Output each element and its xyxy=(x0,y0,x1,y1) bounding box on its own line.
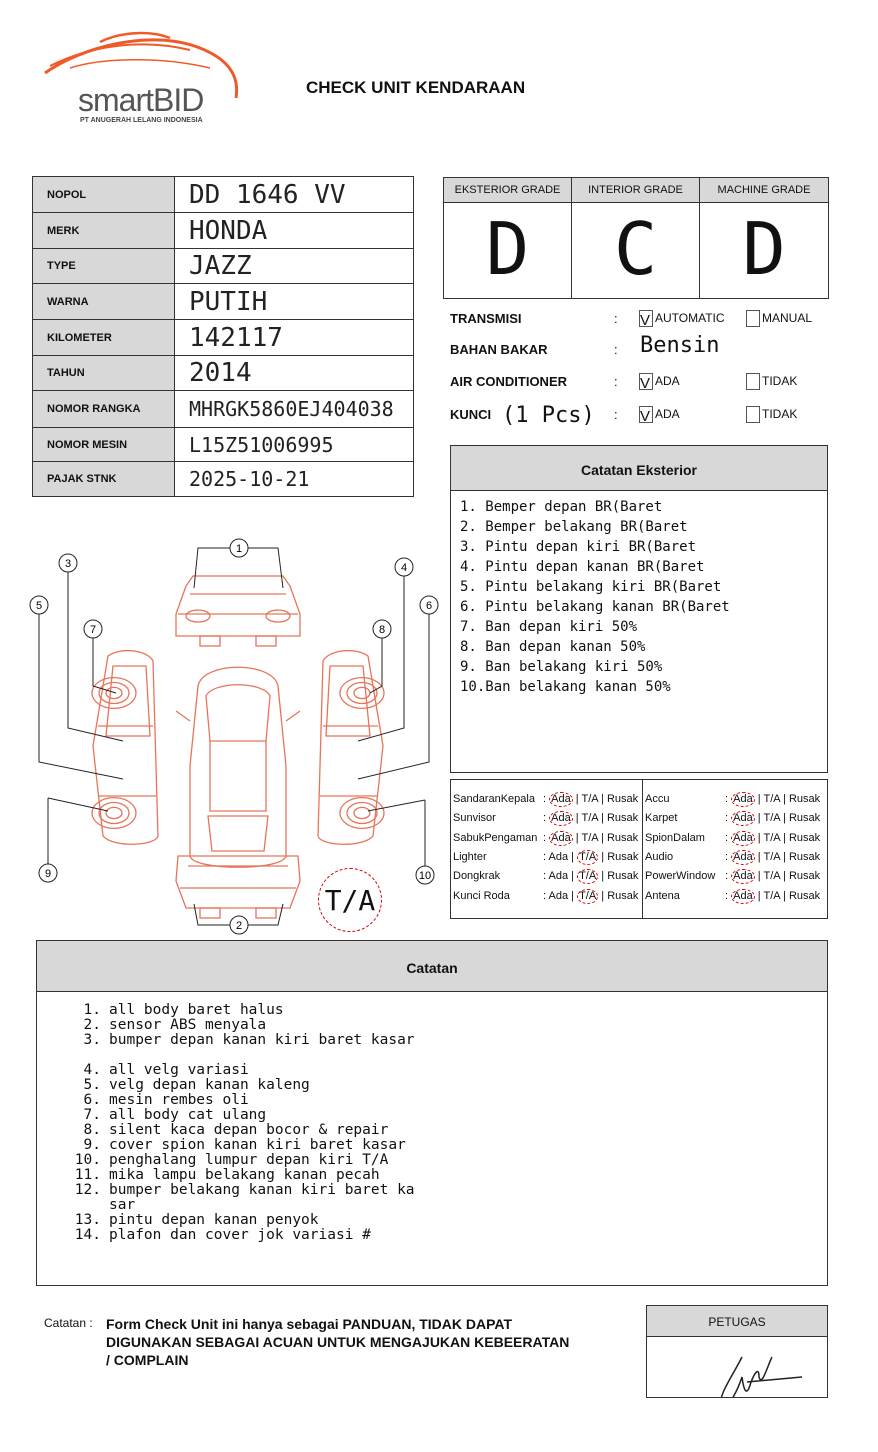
exterior-notes-panel xyxy=(450,445,828,773)
ta-stamp: T/A xyxy=(318,868,382,932)
grade-label: EKSTERIOR GRADE xyxy=(444,178,571,203)
grade-machine xyxy=(700,178,828,298)
status-ada[interactable]: Ada xyxy=(733,793,753,805)
transmisi-label: TRANSMISI xyxy=(450,311,522,326)
exterior-notes-list xyxy=(451,491,827,697)
catatan-number: 9. xyxy=(83,1137,101,1153)
catatan-text: penghalang lumpur depan kiri T/A xyxy=(109,1152,389,1168)
exterior-note-item: 5. Pintu belakang kiri BR(Baret xyxy=(460,579,722,595)
accessory-name: Sunvisor xyxy=(453,812,496,825)
exterior-note-item: 9. Ban belakang kiri 50% xyxy=(460,659,663,675)
wheel-outline xyxy=(99,683,129,704)
accessory-name: PowerWindow xyxy=(645,870,716,883)
accessory-row xyxy=(645,829,833,848)
grade-label: INTERIOR GRADE xyxy=(572,178,699,203)
catatan-number: 2. xyxy=(83,1017,101,1033)
damage-marker-6[interactable] xyxy=(420,596,438,614)
accessory-status: : Ada | T/A | Rusak xyxy=(543,831,639,844)
status-ta[interactable]: T/A xyxy=(763,793,780,805)
status-ta[interactable]: T/A xyxy=(763,850,780,863)
exterior-note-item: 3. Pintu depan kiri BR(Baret xyxy=(460,539,697,555)
exterior-note-item: 1. Bemper depan BR(Baret xyxy=(460,499,663,515)
status-ada[interactable]: Ada xyxy=(733,812,753,825)
status-rusak[interactable]: Rusak xyxy=(607,889,639,902)
status-rusak[interactable]: Rusak xyxy=(788,812,821,825)
column-divider xyxy=(642,780,643,918)
status-ada[interactable]: Ada xyxy=(733,850,753,863)
status-ta[interactable]: T/A xyxy=(581,831,598,844)
vehicle-field-label: TYPE xyxy=(33,249,175,284)
damage-marker-2[interactable] xyxy=(230,916,248,934)
colon: : xyxy=(614,407,618,422)
catatan-text: sensor ABS menyala xyxy=(109,1017,267,1033)
check-mark: V xyxy=(640,312,651,330)
smartbid-logo xyxy=(40,28,245,133)
accessory-status: : Ada | T/A | Rusak xyxy=(543,889,639,902)
catatan-text: silent kaca depan bocor & repair xyxy=(109,1122,389,1138)
ac-label: AIR CONDITIONER xyxy=(450,374,567,389)
vehicle-row xyxy=(33,391,414,428)
catatan-item xyxy=(65,1168,415,1183)
catatan-item xyxy=(65,1108,415,1123)
grades-panel xyxy=(443,177,829,299)
accessory-name: SabukPengaman xyxy=(453,831,538,844)
grade-value: D xyxy=(742,207,786,291)
catatan-item xyxy=(65,1138,415,1153)
damage-marker-10[interactable] xyxy=(416,866,434,884)
exterior-note-item: 8. Ban depan kanan 50% xyxy=(460,639,646,655)
catatan-item xyxy=(65,1153,415,1168)
accessory-name: Lighter xyxy=(453,850,487,863)
page-title: CHECK UNIT KENDARAAN xyxy=(306,78,526,97)
wheel-outline xyxy=(347,683,377,704)
status-ada[interactable]: Ada xyxy=(551,812,571,825)
accessory-name: Antena xyxy=(645,889,680,902)
catatan-number: 11. xyxy=(74,1167,101,1183)
accessory-status: : Ada | T/A | Rusak xyxy=(725,831,821,844)
accessories-panel xyxy=(450,779,828,919)
exterior-note-item: 2. Bemper belakang BR(Baret xyxy=(460,519,688,535)
signature-icon xyxy=(647,1337,827,1397)
status-ada[interactable]: Ada xyxy=(733,831,753,844)
grade-exterior xyxy=(444,178,572,298)
marker-number: 4 xyxy=(400,562,408,574)
status-ta[interactable]: T/A xyxy=(763,831,780,844)
accessory-row xyxy=(645,790,833,809)
colon: : xyxy=(614,374,618,389)
status-ada[interactable]: Ada xyxy=(733,870,753,883)
colon: : xyxy=(614,342,618,357)
damage-marker-5[interactable] xyxy=(30,596,48,614)
grade-value: D xyxy=(485,207,530,291)
damage-marker-1[interactable] xyxy=(230,539,248,557)
status-ada[interactable]: Ada xyxy=(551,793,571,805)
automatic-label: AUTOMATIC xyxy=(655,311,725,325)
catatan-text: bumper depan kanan kiri baret kasar xyxy=(109,1032,415,1048)
catatan-item xyxy=(65,1063,415,1078)
vehicle-field-value: PUTIH xyxy=(175,284,414,320)
accessory-status: : Ada | T/A | Rusak xyxy=(725,850,821,863)
catatan-item xyxy=(65,1228,415,1243)
vehicle-field-label: NOMOR RANGKA xyxy=(33,391,175,428)
bahan-bakar-value: Bensin xyxy=(640,333,720,358)
accessory-row xyxy=(453,867,641,886)
kunci-tidak-label: TIDAK xyxy=(762,407,798,421)
manual-checkbox[interactable] xyxy=(746,310,760,328)
wheel-outline xyxy=(347,803,377,824)
catatan-text: sar xyxy=(109,1197,136,1213)
accessory-row xyxy=(645,867,833,886)
marker-number: 5 xyxy=(35,600,43,612)
vehicle-row xyxy=(33,249,414,284)
grade-interior xyxy=(572,178,700,298)
wheel-outline xyxy=(106,687,122,698)
accessory-name: Audio xyxy=(645,850,674,863)
marker-number: 8 xyxy=(378,624,386,636)
vehicle-field-value: JAZZ xyxy=(175,249,414,284)
catatan-text: plafon dan cover jok variasi # xyxy=(109,1227,371,1243)
brand-tagline: PT ANUGERAH LELANG INDONESIA xyxy=(80,117,203,124)
accessory-name: SpionDalam xyxy=(645,831,705,844)
vehicle-row xyxy=(33,356,414,391)
catatan-item xyxy=(65,1198,415,1213)
catatan-item xyxy=(65,1018,415,1033)
accessory-row xyxy=(453,887,641,906)
accessory-name: SandaranKepala xyxy=(453,793,535,805)
petugas-label: PETUGAS xyxy=(647,1306,827,1337)
status-ta[interactable]: T/A xyxy=(581,812,598,825)
wheel-outline xyxy=(99,803,129,824)
vehicle-field-value: 2025-10-21 xyxy=(175,462,414,497)
exterior-note-item: 10.Ban belakang kanan 50% xyxy=(460,679,671,695)
kunci-ada-checkbox[interactable] xyxy=(639,406,653,424)
vehicle-field-label: WARNA xyxy=(33,284,175,320)
marker-number: 6 xyxy=(425,600,433,612)
catatan-text: all body baret halus xyxy=(109,1002,284,1018)
catatan-item xyxy=(65,1123,415,1138)
vehicle-field-label: TAHUN xyxy=(33,356,175,391)
damage-marker-3[interactable] xyxy=(59,554,77,572)
grade-label: MACHINE GRADE xyxy=(700,178,828,203)
exterior-note-item: 7. Ban depan kiri 50% xyxy=(460,619,638,635)
catatan-item xyxy=(65,1213,415,1228)
catatan-number: 7. xyxy=(83,1107,101,1123)
accessory-name: Accu xyxy=(645,793,670,805)
accessory-status: : Ada | T/A | Rusak xyxy=(725,793,821,805)
accessory-row xyxy=(453,848,641,867)
accessory-status: : Ada | T/A | Rusak xyxy=(725,812,821,825)
status-rusak[interactable]: Rusak xyxy=(788,850,821,863)
catatan-number: 3. xyxy=(83,1032,101,1048)
ac-ada-checkbox[interactable] xyxy=(639,373,653,391)
vehicle-field-label: KILOMETER xyxy=(33,320,175,356)
catatan-item xyxy=(65,1033,415,1048)
check-mark: V xyxy=(640,375,651,393)
accessory-row xyxy=(645,848,833,867)
status-rusak[interactable]: Rusak xyxy=(788,870,821,883)
vehicle-field-value: 142117 xyxy=(175,320,414,356)
vehicle-field-label: NOPOL xyxy=(33,177,175,213)
catatan-text: all body cat ulang xyxy=(109,1107,267,1123)
vehicle-row xyxy=(33,177,414,213)
catatan-title: Catatan xyxy=(37,941,827,992)
status-ta[interactable]: T/A xyxy=(579,889,597,902)
status-ta[interactable]: T/A xyxy=(579,850,597,863)
status-ada[interactable]: Ada xyxy=(733,889,753,902)
accessory-name: Dongkrak xyxy=(453,870,501,883)
catatan-number: 8. xyxy=(83,1122,101,1138)
accessory-row xyxy=(453,829,641,848)
wheel-outline xyxy=(354,807,370,818)
catatan-text: bumper belakang kanan kiri baret ka xyxy=(109,1182,415,1198)
vehicle-field-label: PAJAK STNK xyxy=(33,462,175,497)
status-ada[interactable]: Ada xyxy=(551,831,571,844)
petugas-box xyxy=(646,1305,828,1398)
catatan-list xyxy=(65,1003,415,1243)
accessory-status: : Ada | T/A | Rusak xyxy=(543,850,639,863)
manual-label: MANUAL xyxy=(762,311,813,325)
vehicle-field-label: NOMOR MESIN xyxy=(33,428,175,462)
catatan-item xyxy=(65,1003,415,1018)
colon: : xyxy=(614,311,618,326)
catatan-panel xyxy=(36,940,828,1286)
kunci-ada-label: ADA xyxy=(655,407,680,421)
status-ta[interactable]: T/A xyxy=(763,812,780,825)
catatan-text: all velg variasi xyxy=(109,1062,249,1078)
catatan-text: mesin rembes oli xyxy=(109,1092,249,1108)
automatic-checkbox[interactable] xyxy=(639,310,653,328)
status-ada[interactable]: Ada xyxy=(548,870,569,883)
vehicle-info-table xyxy=(32,176,414,497)
accessory-status: : Ada | T/A | Rusak xyxy=(725,870,821,883)
catatan-text: velg depan kanan kaleng xyxy=(109,1077,310,1093)
catatan-number: 6. xyxy=(83,1092,101,1108)
vehicle-row xyxy=(33,320,414,356)
vehicle-row xyxy=(33,428,414,462)
marker-number: 2 xyxy=(235,920,243,932)
status-rusak[interactable]: Rusak xyxy=(606,812,639,825)
status-ta[interactable]: T/A xyxy=(579,870,597,883)
catatan-number: 14. xyxy=(74,1227,101,1243)
status-rusak[interactable]: Rusak xyxy=(788,831,821,844)
vehicle-row xyxy=(33,213,414,249)
catatan-number: 4. xyxy=(83,1062,101,1078)
ac-tidak-checkbox[interactable] xyxy=(746,373,760,391)
catatan-text: pintu depan kanan penyok xyxy=(109,1212,319,1228)
accessory-status: : Ada | T/A | Rusak xyxy=(543,870,639,883)
catatan-item xyxy=(65,1093,415,1108)
ac-tidak-label: TIDAK xyxy=(762,374,798,388)
catatan-number: 12. xyxy=(74,1182,101,1198)
accessory-status: : Ada | T/A | Rusak xyxy=(725,889,821,902)
catatan-number: 1. xyxy=(83,1002,101,1018)
status-rusak[interactable]: Rusak xyxy=(607,870,639,883)
status-ta[interactable]: T/A xyxy=(763,870,780,883)
damage-marker-9[interactable] xyxy=(39,864,57,882)
status-ta[interactable]: T/A xyxy=(581,793,598,805)
damage-marker-4[interactable] xyxy=(395,558,413,576)
catatan-item xyxy=(65,1183,415,1198)
marker-number: 1 xyxy=(235,543,243,555)
catatan-text: mika lampu belakang kanan pecah xyxy=(109,1167,380,1183)
status-rusak[interactable]: Rusak xyxy=(607,850,639,863)
exterior-note-item: 4. Pintu depan kanan BR(Baret xyxy=(460,559,705,575)
wheel-outline xyxy=(106,807,122,818)
vehicle-field-value: 2014 xyxy=(175,356,414,391)
accessory-row xyxy=(453,790,641,809)
status-rusak[interactable]: Rusak xyxy=(788,889,821,902)
catatan-number: 13. xyxy=(74,1212,101,1228)
accessory-name: Karpet xyxy=(645,812,678,825)
catatan-number: 5. xyxy=(83,1077,101,1093)
marker-number: 10 xyxy=(418,870,432,882)
kunci-label: KUNCI xyxy=(450,407,492,422)
status-rusak[interactable]: Rusak xyxy=(788,793,821,805)
catatan-number: 10. xyxy=(74,1152,101,1168)
status-ada[interactable]: Ada xyxy=(548,850,569,863)
marker-number: 9 xyxy=(44,868,52,880)
vehicle-field-value: DD 1646 VV xyxy=(175,177,414,213)
footer-label: Catatan : xyxy=(44,1316,93,1330)
vehicle-field-value: HONDA xyxy=(175,213,414,249)
exterior-notes-title: Catatan Eksterior xyxy=(451,446,827,491)
exterior-note-item: 6. Pintu belakang kanan BR(Baret xyxy=(460,599,730,615)
accessory-row xyxy=(645,887,833,906)
vehicle-row xyxy=(33,284,414,320)
marker-number: 7 xyxy=(89,624,97,636)
accessory-row xyxy=(453,809,641,828)
vehicle-field-label: MERK xyxy=(33,213,175,249)
status-ta[interactable]: T/A xyxy=(763,889,780,902)
catatan-item xyxy=(65,1078,415,1093)
accessory-status: : Ada | T/A | Rusak xyxy=(543,812,639,825)
check-mark: V xyxy=(640,408,651,426)
vehicle-field-value: MHRGK5860EJ404038 xyxy=(175,391,414,428)
car-outline-diagram xyxy=(28,536,448,936)
wheel-outline xyxy=(354,687,370,698)
catatan-text: cover spion kanan kiri baret kasar xyxy=(109,1137,406,1153)
status-rusak[interactable]: Rusak xyxy=(606,793,639,805)
bahan-bakar-label: BAHAN BAKAR xyxy=(450,342,548,357)
accessory-name: Kunci Roda xyxy=(453,889,510,902)
damage-diagram xyxy=(28,536,448,936)
status-rusak[interactable]: Rusak xyxy=(606,831,639,844)
accessory-status: : Ada | T/A | Rusak xyxy=(543,793,639,805)
vehicle-field-value: L15Z51006995 xyxy=(175,428,414,462)
kunci-tidak-checkbox[interactable] xyxy=(746,406,760,424)
damage-marker-8[interactable] xyxy=(373,620,391,638)
grade-value: C xyxy=(613,207,658,291)
accessory-row xyxy=(645,809,833,828)
ac-ada-label: ADA xyxy=(655,374,680,388)
kunci-count: (1 Pcs) xyxy=(502,403,595,428)
brand-name: smartBID xyxy=(78,82,204,118)
vehicle-row xyxy=(33,462,414,497)
status-ada[interactable]: Ada xyxy=(548,889,569,902)
footer-disclaimer: Form Check Unit ini hanya sebagai PANDUAN, TIDAK DAPAT DIGUNAKAN SEBAGAI ACUAN UNTUK MENGAJUKAN KEBEERATAN / COMPLAIN xyxy=(106,1316,570,1368)
damage-marker-7[interactable] xyxy=(84,620,102,638)
marker-number: 3 xyxy=(64,558,72,570)
